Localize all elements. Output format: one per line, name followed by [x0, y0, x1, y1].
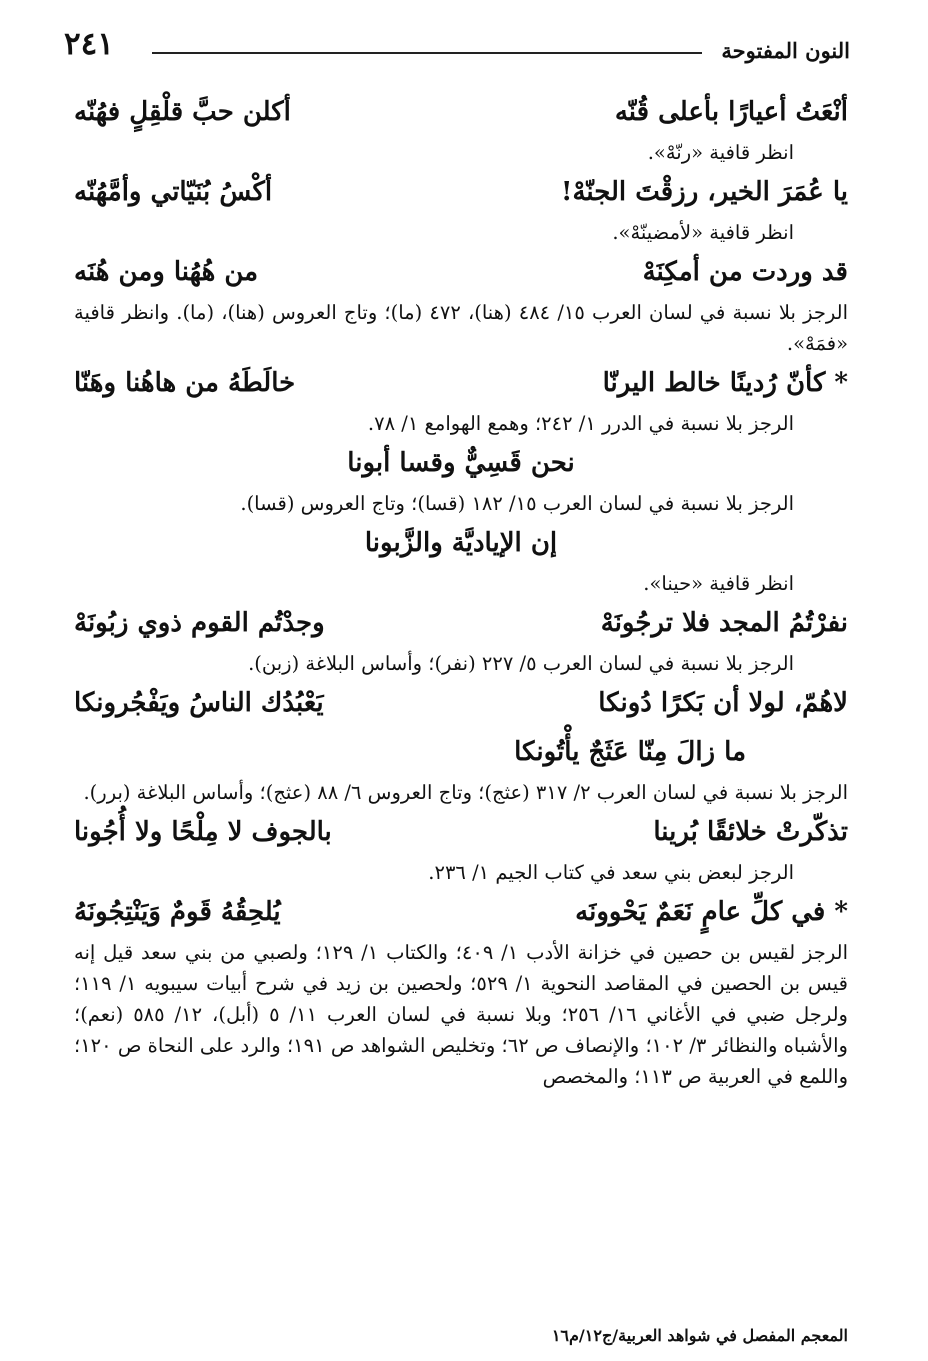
note-paragraph: الرجز بلا نسبة في لسان العرب ١٥/ ٤٨٤ (هنا)، ٤٧٢ (ما)؛ وتاج العروس (هنا)، (ما). وانظر قافية «فمَهْ». — [74, 301, 848, 355]
hemistich-second: من هُهُنا ومن هُنَه — [74, 257, 259, 287]
page-footer: المعجم المفصل في شواهد العربية/ج١٢/م١٦ — [551, 1326, 848, 1345]
page-header — [64, 26, 850, 70]
hemistich-second: يَعْبُدُك الناسُ ويَفْجُرونكا — [74, 688, 324, 718]
hemistich-first: * في كلِّ عامٍ نَعَمٌ يَحْوونَه — [575, 897, 848, 927]
verse-line — [74, 248, 848, 297]
hemistich-second: يُلحِقُهُ قَومٌ وَيَنْتِجُونَهُ — [74, 897, 281, 927]
hemistich-first: قد وردت من أمكِنَهْ — [642, 257, 848, 287]
page-body — [74, 88, 848, 1092]
hemistich-first: لاهُمّ، لولا أن بَكرًا دُونكا — [598, 688, 848, 718]
header-rule — [152, 52, 702, 54]
verse-text: ما زالَ مِنّا عَثَجٌ يأْتُونكا — [514, 737, 746, 767]
note-line: الرجز بلا نسبة في لسان العرب ١٥/ ١٨٢ (قسا)؛ وتاج العروس (قسا). — [240, 492, 794, 515]
verse-line — [74, 168, 848, 217]
hemistich-second: خالَطَهُ من هاهُنا وهَنّا — [74, 368, 296, 398]
verse-text: نحن قَسِيٌّ وقسا أبونا — [347, 448, 575, 478]
running-title: النون المفتوحة — [721, 38, 850, 63]
hemistich-first: تذكّرتْ خلائقًا بُرينا — [653, 817, 848, 847]
verse-line — [74, 599, 848, 648]
note-line: انظر قافية «لأمضينّهْ». — [612, 221, 794, 244]
verse-line — [74, 359, 848, 408]
verse-single — [74, 439, 848, 488]
note-line: الرجز بلا نسبة في لسان العرب ٥/ ٢٢٧ (نفر)؛ وأساس البلاغة (زبن). — [248, 652, 794, 675]
hemistich-second: أكلن حبَّ قلْقِلٍ فهُنّه — [74, 97, 291, 127]
note-paragraph: الرجز لقيس بن حصين في خزانة الأدب ١/ ٤٠٩؛ والكتاب ١/ ١٢٩؛ ولصبي من بني سعد قيل إنه قيس بن الحصين في المقاصد النحوية ١/ ٥٢٩؛ ولحصين بن زيد في شرح أبيات سيبويه ١/ ١١٩؛ ولرجل ضبي في الأغاني ١٦/ ٢٥٦؛ وبلا نسبة في لسان العرب ١١/ ٥ (أبل)، ١٢/ ٥٨٥ (نعم)؛ والأشباه والنظائر ٣/ ١٠٢؛ والإنصاف ص ٦٢؛ وتخليص الشواهد ص ١٩١؛ والرد على النحاة ص ١٢٠؛ واللمع في العربية ص ١١٣؛ والمخصص — [74, 941, 848, 1088]
hemistich-second: بالجوف لا مِلْحًا ولا أُجُونا — [74, 817, 332, 847]
note-line: انظر قافية «حينا». — [643, 572, 794, 595]
hemistich-second: وجدْتُم القوم ذوي زبُونَهْ — [74, 608, 325, 638]
verse-single — [74, 728, 848, 777]
verse-single — [74, 519, 848, 568]
verse-line — [74, 888, 848, 937]
note-line: الرجز بلا نسبة في الدرر ١/ ٢٤٢؛ وهمع الهوامع ١/ ٧٨. — [367, 412, 794, 435]
hemistich-first: * كأنّ رُدينًا خالط اليرنّا — [602, 368, 848, 398]
verse-line — [74, 808, 848, 857]
verse-text: إن الإياديَّة والزَّبونا — [364, 528, 558, 558]
hemistich-first: يا عُمَرَ الخير، رزقْتَ الجنّهْ! — [561, 177, 848, 207]
hemistich-first: أنْعَتُ أعيارًا بأعلى قُنّه — [614, 97, 848, 127]
hemistich-first: نفرْتُمُ المجد فلا ترجُونَهْ — [600, 608, 848, 638]
page-number: ٢٤١ — [64, 26, 114, 62]
hemistich-second: أكْسُ بُنَيّاتي وأمَّهُنّه — [74, 177, 273, 207]
note-line: انظر قافية «رنّهْ». — [647, 141, 794, 164]
note-paragraph: الرجز بلا نسبة في لسان العرب ٢/ ٣١٧ (عثج)؛ وتاج العروس ٦/ ٨٨ (عثج)؛ وأساس البلاغة (برر). — [83, 781, 848, 804]
note-line: الرجز لبعض بني سعد في كتاب الجيم ١/ ٢٣٦. — [428, 861, 794, 884]
verse-line — [74, 88, 848, 137]
verse-line — [74, 679, 848, 728]
